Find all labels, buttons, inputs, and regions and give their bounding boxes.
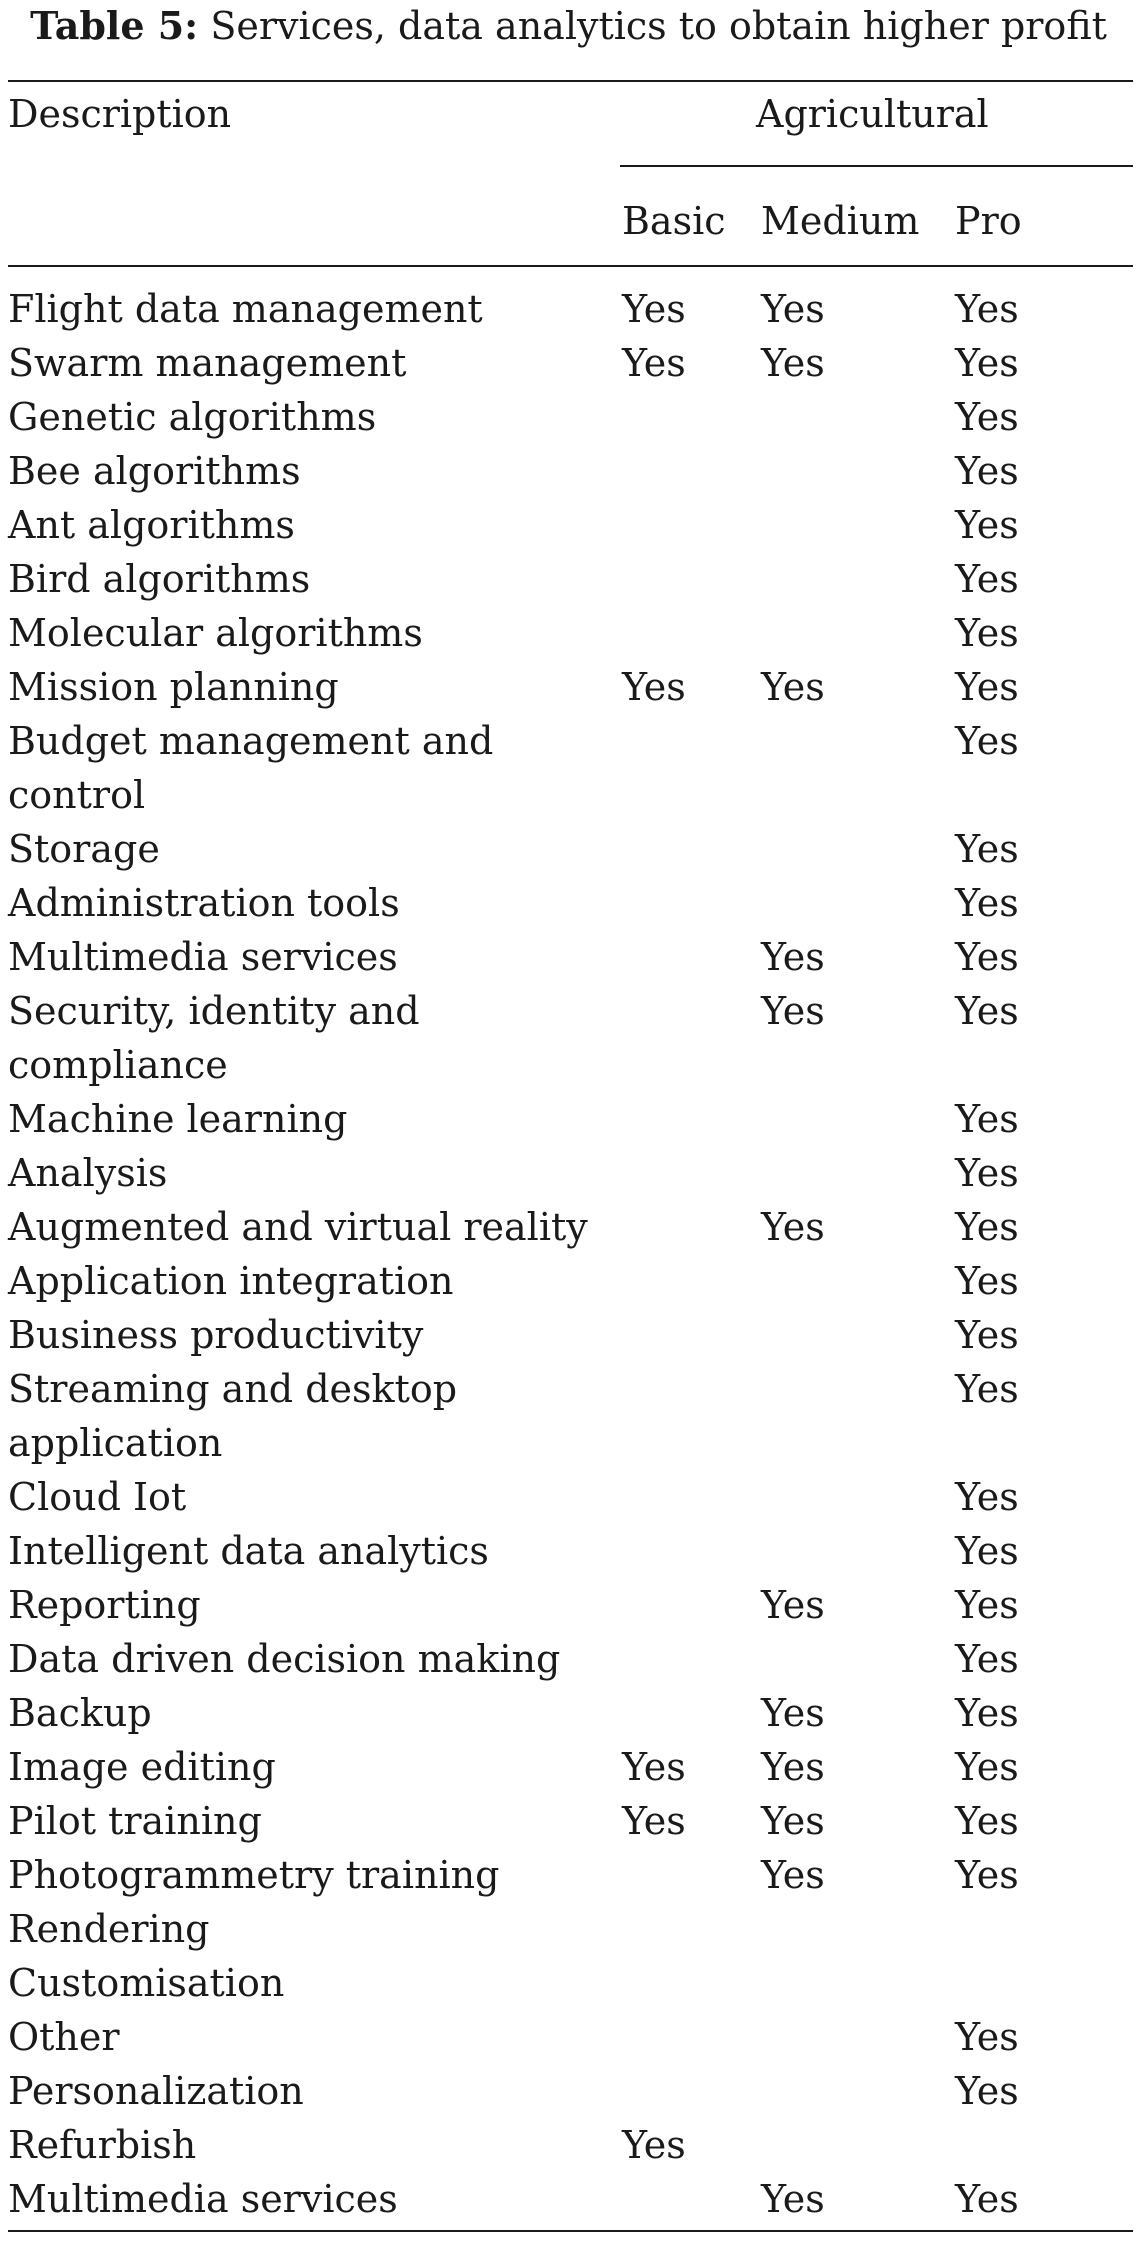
table-row-description: Intelligent data analytics [8,1529,489,1573]
table-row-description: Swarm management [8,341,407,385]
table-row-description: Bee algorithms [8,449,301,493]
header-pro: Pro [955,199,1022,243]
table-row-description: Molecular algorithms [8,611,423,655]
table-row-description: Customisation [8,1961,285,2005]
table-cell-basic: Yes [622,2123,686,2167]
table-cell-pro: Yes [955,935,1019,979]
table-cell-medium: Yes [761,665,825,709]
table-row-description: Administration tools [8,881,400,925]
table-cell-pro: Yes [955,1799,1019,1843]
table-row-description: Backup [8,1691,152,1735]
table-cell-pro: Yes [955,395,1019,439]
table-cell-medium: Yes [761,1691,825,1735]
table-row-description: Other [8,2015,120,2059]
table-row-description: Security, identity and compliance [8,989,420,1087]
bottom-rule [8,2230,1133,2232]
table-cell-pro: Yes [955,557,1019,601]
table-cell-pro: Yes [955,1097,1019,1141]
table-cell-pro: Yes [955,287,1019,331]
table-cell-medium: Yes [761,341,825,385]
table-row-description: Refurbish [8,2123,197,2167]
table-row-description: Multimedia services [8,2177,398,2221]
table-row-description: Flight data management [8,287,483,331]
top-rule [8,80,1133,82]
table-row-description: Pilot training [8,1799,262,1843]
table-cell-pro: Yes [955,341,1019,385]
table-cell-pro: Yes [955,1205,1019,1249]
table-cell-pro: Yes [955,1367,1019,1411]
table-row-description: Multimedia services [8,935,398,979]
table-row-description: Storage [8,827,160,871]
table-cell-basic: Yes [622,1799,686,1843]
table-row-description: Budget management and control [8,719,494,817]
table-caption-label: Table 5: [30,3,199,48]
table-cell-pro: Yes [955,1475,1019,1519]
header-basic: Basic [622,199,726,243]
table-row-description: Photogrammetry training [8,1853,500,1897]
table-row-description: Cloud Iot [8,1475,187,1519]
header-description: Description [8,92,232,136]
table-cell-pro: Yes [955,1691,1019,1735]
table-row-description: Data driven decision making [8,1637,561,1681]
table-row-description: Genetic algorithms [8,395,377,439]
table-cell-pro: Yes [955,1745,1019,1789]
table-row-description: Streaming and desktop application [8,1367,458,1465]
table-row-description: Image editing [8,1745,276,1789]
table-cell-pro: Yes [955,503,1019,547]
table-cell-pro: Yes [955,449,1019,493]
table-cell-medium: Yes [761,1205,825,1249]
table-row-description: Augmented and virtual reality [8,1205,588,1249]
table-cell-pro: Yes [955,611,1019,655]
table-cell-basic: Yes [622,287,686,331]
table-cell-pro: Yes [955,2177,1019,2221]
group-rule [620,165,1133,167]
table-cell-basic: Yes [622,665,686,709]
table-cell-medium: Yes [761,287,825,331]
table-cell-pro: Yes [955,1529,1019,1573]
table-row-description: Rendering [8,1907,210,1951]
header-medium: Medium [761,199,920,243]
table-cell-medium: Yes [761,935,825,979]
header-rule [8,265,1133,267]
table-cell-medium: Yes [761,1799,825,1843]
table-cell-medium: Yes [761,1583,825,1627]
table-cell-basic: Yes [622,341,686,385]
table-row-description: Reporting [8,1583,201,1627]
table-cell-pro: Yes [955,1313,1019,1357]
table-cell-pro: Yes [955,2069,1019,2113]
table-cell-pro: Yes [955,1151,1019,1195]
table-cell-pro: Yes [955,827,1019,871]
table-cell-pro: Yes [955,719,1019,763]
table-row-description: Personalization [8,2069,304,2113]
table-caption [0,0,1137,52]
table-cell-medium: Yes [761,1853,825,1897]
table-row-description: Business productivity [8,1313,424,1357]
table-cell-pro: Yes [955,881,1019,925]
table-caption-text: Services, data analytics to obtain higher profit [210,4,1107,48]
table-cell-pro: Yes [955,1259,1019,1303]
table-cell-medium: Yes [761,989,825,1033]
table-cell-medium: Yes [761,2177,825,2221]
table-cell-basic: Yes [622,1745,686,1789]
table-cell-pro: Yes [955,1583,1019,1627]
table-row-description: Mission planning [8,665,339,709]
header-group: Agricultural [756,92,989,136]
table-row-description: Machine learning [8,1097,348,1141]
table-cell-pro: Yes [955,989,1019,1033]
table-cell-pro: Yes [955,665,1019,709]
table-cell-pro: Yes [955,1853,1019,1897]
table-cell-pro: Yes [955,2015,1019,2059]
table-row-description: Analysis [8,1151,168,1195]
table-row-description: Ant algorithms [8,503,295,547]
table-cell-pro: Yes [955,1637,1019,1681]
table-cell-medium: Yes [761,1745,825,1789]
table-row-description: Bird algorithms [8,557,311,601]
table-row-description: Application integration [8,1259,454,1303]
